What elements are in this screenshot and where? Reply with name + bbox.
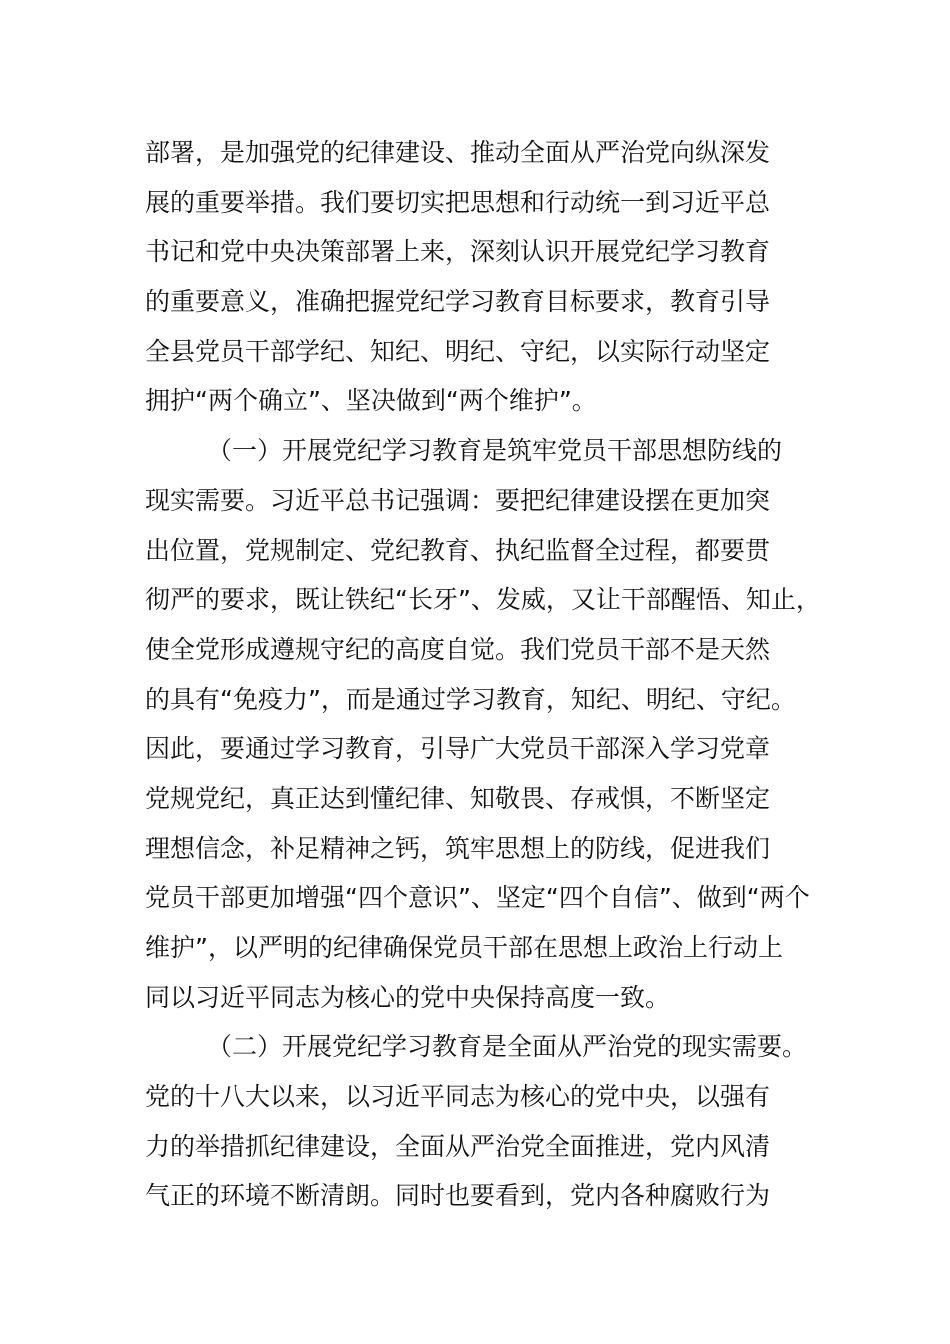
text-line: 拥护“两个确立”、坚决做到“两个维护”。 (145, 386, 597, 416)
text-line: 因此，要通过学习教育，引导广大党员干部深入学习党章 (145, 734, 771, 764)
text-line: 党的十八大以来，以习近平同志为核心的党中央，以强有 (145, 1082, 771, 1112)
text-line: 理想信念，补足精神之钙，筑牢思想上的防线，促进我们 (145, 833, 771, 863)
text-line: 全县党员干部学纪、知纪、明纪、守纪，以实际行动坚定 (145, 336, 771, 366)
document-body (145, 128, 825, 1221)
text-line: 的重要意义，准确把握党纪学习教育目标要求，教育引导 (145, 287, 771, 317)
text-line: 书记和党中央决策部署上来，深刻认识开展党纪学习教育 (145, 237, 771, 267)
text-line: 现实需要。习近平总书记强调：要把纪律建设摆在更加突 (145, 485, 771, 515)
text-line: 出位置，党规制定、党纪教育、执纪监督全过程，都要贯 (145, 535, 771, 565)
text-line: 力的举措抓纪律建设，全面从严治党全面推进，党内风清 (145, 1131, 771, 1161)
section-heading-1: （一）开展党纪学习教育是筑牢党员干部思想防线的 (207, 436, 783, 466)
text-line: 部署，是加强党的纪律建设、推动全面从严治党向纵深发 (145, 138, 771, 167)
text-line: 气正的环境不断清朗。同时也要看到，党内各种腐败行为 (145, 1181, 771, 1211)
text-line: 党员干部更加增强“四个意识”、坚定“四个自信”、做到“两个 (145, 883, 810, 913)
text-line: 展的重要举措。我们要切实把思想和行动统一到习近平总 (145, 187, 771, 217)
text-line: 的具有“免疫力”，而是通过学习教育，知纪、明纪、守纪。 (145, 684, 796, 714)
text-line: 使全党形成遵规守纪的高度自觉。我们党员干部不是天然 (145, 634, 771, 664)
section-heading-2: （二）开展党纪学习教育是全面从严治党的现实需要。 (207, 1032, 808, 1062)
text-line: 党规党纪，真正达到懂纪律、知敬畏、存戒惧，不断坚定 (145, 783, 771, 813)
text-line: 维护”，以严明的纪律确保党员干部在思想上政治上行动上 (145, 933, 783, 962)
text-line: 同以习近平同志为核心的党中央保持高度一致。 (145, 982, 671, 1012)
text-line: 彻严的要求，既让铁纪“长牙”、发威，又让干部醒悟、知止， (145, 585, 821, 615)
